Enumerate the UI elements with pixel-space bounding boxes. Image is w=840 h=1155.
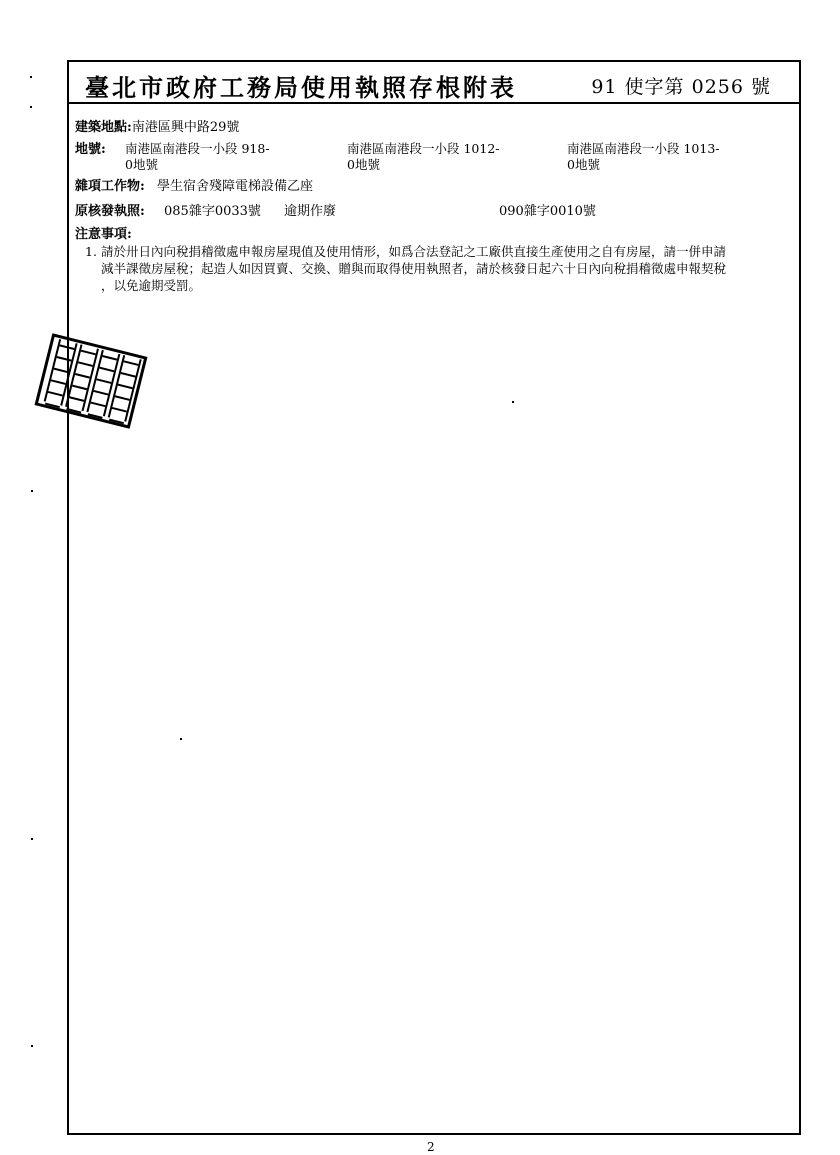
scan-speck [30, 106, 32, 108]
lot-number-line: 南港區南港段一小段 918- [125, 141, 270, 156]
scan-speck [180, 738, 182, 740]
lot-number-entry [567, 141, 720, 173]
lot-number-line: 0地號 [125, 157, 158, 172]
building-location-value: 南港區興中路29號 [131, 120, 240, 135]
miscellaneous-works-value: 學生宿舍殘障電梯設備乙座 [156, 179, 313, 194]
lot-numbers-label: 地號: [75, 142, 106, 157]
scan-speck [31, 838, 33, 840]
scan-speck [30, 76, 32, 78]
miscellaneous-works-row [75, 179, 313, 195]
original-license-status: 逾期作廢 [284, 204, 337, 219]
note-line: 請於卅日內向稅捐稽徵處申報房屋現值及使用情形，如爲合法登記之工廠供直接生產使用之自有房屋，請一併申請 [101, 244, 727, 259]
note-line: 減半課徵房屋稅；起造人如因買賣、交換、贈與而取得使用執照者，請於核發日起六十日內向稅捐稽徵處申報契稅 [101, 261, 727, 276]
note-line: ，以免逾期受罰。 [101, 278, 202, 293]
note-number: 1. [85, 244, 97, 259]
header-row [69, 62, 799, 104]
lot-number-line: 南港區南港段一小段 1012- [347, 141, 500, 156]
lot-number-line: 0地號 [567, 157, 600, 172]
lot-number-entry [347, 141, 500, 173]
lot-number-line: 0地號 [347, 157, 380, 172]
notes-label: 注意事項: [75, 227, 132, 242]
scan-speck [512, 401, 514, 403]
document-frame [67, 60, 801, 1135]
page-number: 2 [427, 1140, 435, 1154]
permit-number: 91 使字第 0256 號 [591, 76, 771, 98]
original-license-second: 090雜字0010號 [499, 204, 596, 219]
scan-speck [31, 490, 33, 492]
original-license-label: 原核發執照: [75, 204, 145, 219]
miscellaneous-works-label: 雜項工作物: [75, 179, 145, 194]
original-license-first: 085雜字0033號 [164, 204, 261, 219]
scan-speck [31, 1045, 33, 1047]
building-location-label: 建築地點: [75, 120, 132, 135]
lot-number-line: 南港區南港段一小段 1013- [567, 141, 720, 156]
building-location-row [75, 120, 239, 136]
document-title: 臺北市政府工務局使用執照存根附表 [85, 73, 517, 102]
lot-number-entry [125, 141, 270, 173]
